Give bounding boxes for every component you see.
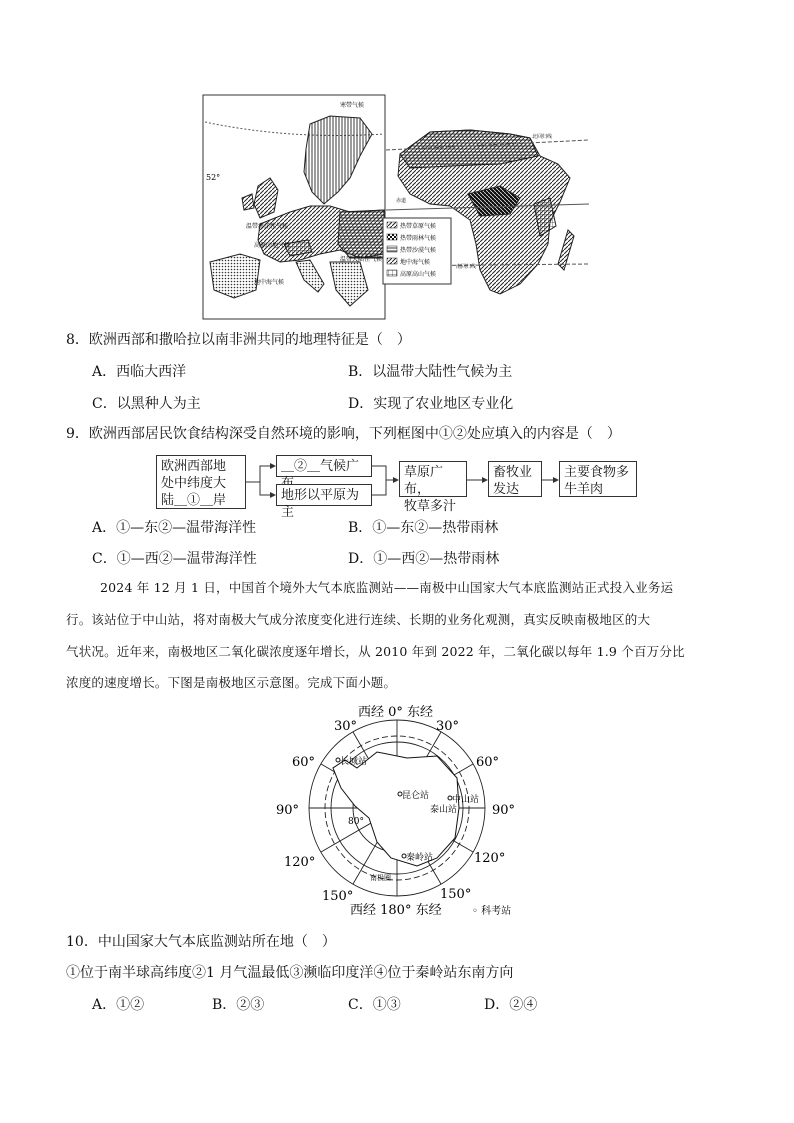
passage-line-3: 气状况。近年来，南极地区二氧化碳浓度逐年增长，从 2010 年到 2022 年，二氧化碳以每年 1.9 个百万分比: [66, 644, 685, 659]
svg-text:寒带气候: 寒带气候: [340, 102, 365, 109]
q8-option-d[interactable]: D．实现了农业地区专业化: [348, 396, 514, 412]
europe-africa-climate-map: [200, 94, 590, 326]
svg-text:热带沙漠气候: 热带沙漠气候: [400, 247, 437, 254]
svg-text:150°: 150°: [322, 889, 354, 904]
q10-option-c[interactable]: C．①③: [348, 997, 401, 1013]
q8-stem: 8．欧洲西部和撒哈拉以南非洲共同的地理特征是（ ）: [66, 332, 411, 348]
kunlun-station: 昆仑站: [402, 791, 430, 801]
q9-option-c[interactable]: C．①—西②—温带海洋性: [92, 551, 257, 567]
svg-text:热带草原气候: 热带草原气候: [400, 223, 437, 230]
qinling-station: 秦岭站: [406, 853, 434, 863]
q9-stem: 9．欧洲西部居民饮食结构深受自然环境的影响，下列框图中①②处应填入的内容是（ ）: [66, 426, 621, 442]
passage-line-4: 浓度的速度增长。下图是南极地区示意图。完成下面小题。: [66, 675, 397, 690]
flow-box-terrain: 地形以平原为主: [276, 484, 372, 506]
svg-text:120°: 120°: [474, 851, 506, 866]
svg-text:北回归线: 北回归线: [532, 134, 553, 140]
svg-text:30°: 30°: [334, 719, 358, 734]
passage-line-1: 2024 年 12 月 1 日，中国首个境外大气本底监测站——南极中山国家大气本底监测站正式投入业务运: [100, 580, 674, 595]
antarctic-circle-label: 南极圈: [370, 874, 391, 882]
flow-box-climate: ＿②＿气候广: [276, 455, 372, 477]
q8-option-a[interactable]: A．西临大西洋: [92, 364, 187, 380]
q10-option-d[interactable]: D．②④: [484, 997, 538, 1013]
svg-text:60°: 60°: [292, 755, 316, 770]
taishan-station: 泰山站: [430, 805, 458, 815]
q8-option-b[interactable]: B．以温带大陆性气候为主: [348, 364, 513, 380]
flow-box-livestock: 畜牧业 发达: [488, 461, 542, 497]
top-longitude-label: 西经 0° 东经: [358, 705, 434, 720]
svg-text:温带大陆性气候: 温带大陆性气候: [340, 256, 383, 263]
svg-text:地中海气候: 地中海气候: [400, 259, 431, 266]
station-legend: ◦ 科考站: [472, 906, 512, 917]
zhongshan-station: 中山站: [452, 795, 480, 805]
passage-line-2: 行。该站位于中山站，将对南极大气成分浓度变化进行连续、长期的业务化观测，真实反映南极地区的大: [66, 612, 651, 627]
svg-text:52°: 52°: [206, 173, 221, 182]
svg-text:30°: 30°: [436, 719, 460, 734]
q8-option-c[interactable]: C．以黑种人为主: [92, 396, 201, 412]
svg-text:80°: 80°: [348, 817, 364, 827]
flow-box-food: 主要食物多 牛羊肉: [559, 461, 637, 497]
svg-text:南回归线: 南回归线: [456, 264, 477, 270]
flow-box-location: 欧洲西部地 处中纬度大 陆＿①＿岸: [156, 455, 246, 509]
flow-box-grassland: 草原广布， 牧草多汁: [399, 461, 467, 497]
svg-text:150°: 150°: [440, 887, 472, 902]
svg-text:地中海气候: 地中海气候: [254, 279, 285, 286]
svg-text:赤道: 赤道: [396, 198, 407, 204]
svg-text:热带雨林气候: 热带雨林气候: [400, 235, 437, 242]
svg-text:90°: 90°: [276, 803, 300, 818]
svg-text:温带海洋性气候: 温带海洋性气候: [246, 223, 289, 230]
svg-text:高原山地气候: 高原山地气候: [254, 242, 291, 249]
q9-option-b[interactable]: B．①—东②—热带雨林: [348, 520, 499, 536]
q10-stem: 10．中山国家大气本底监测站所在地（ ）: [66, 934, 336, 950]
svg-text:60°: 60°: [476, 755, 500, 770]
great-wall-station: 长城站: [340, 757, 368, 767]
svg-text:120°: 120°: [284, 855, 316, 870]
q10-option-b[interactable]: B．②③: [212, 997, 265, 1013]
q10-option-a[interactable]: A．①②: [92, 997, 145, 1013]
flow-arrows: [246, 455, 566, 511]
q10-statements: ①位于南半球高纬度②1 月气温最低③濒临印度洋④位于秦岭站东南方向: [66, 965, 514, 981]
svg-text:90°: 90°: [492, 803, 516, 818]
bottom-longitude-label: 西经 180° 东经: [350, 903, 442, 918]
q9-option-d[interactable]: D．①—西②—热带雨林: [348, 551, 500, 567]
antarctica-map: [266, 700, 534, 924]
svg-text:高原高山气候: 高原高山气候: [400, 271, 437, 278]
q9-option-a[interactable]: A．①—东②—温带海洋性: [92, 520, 257, 536]
